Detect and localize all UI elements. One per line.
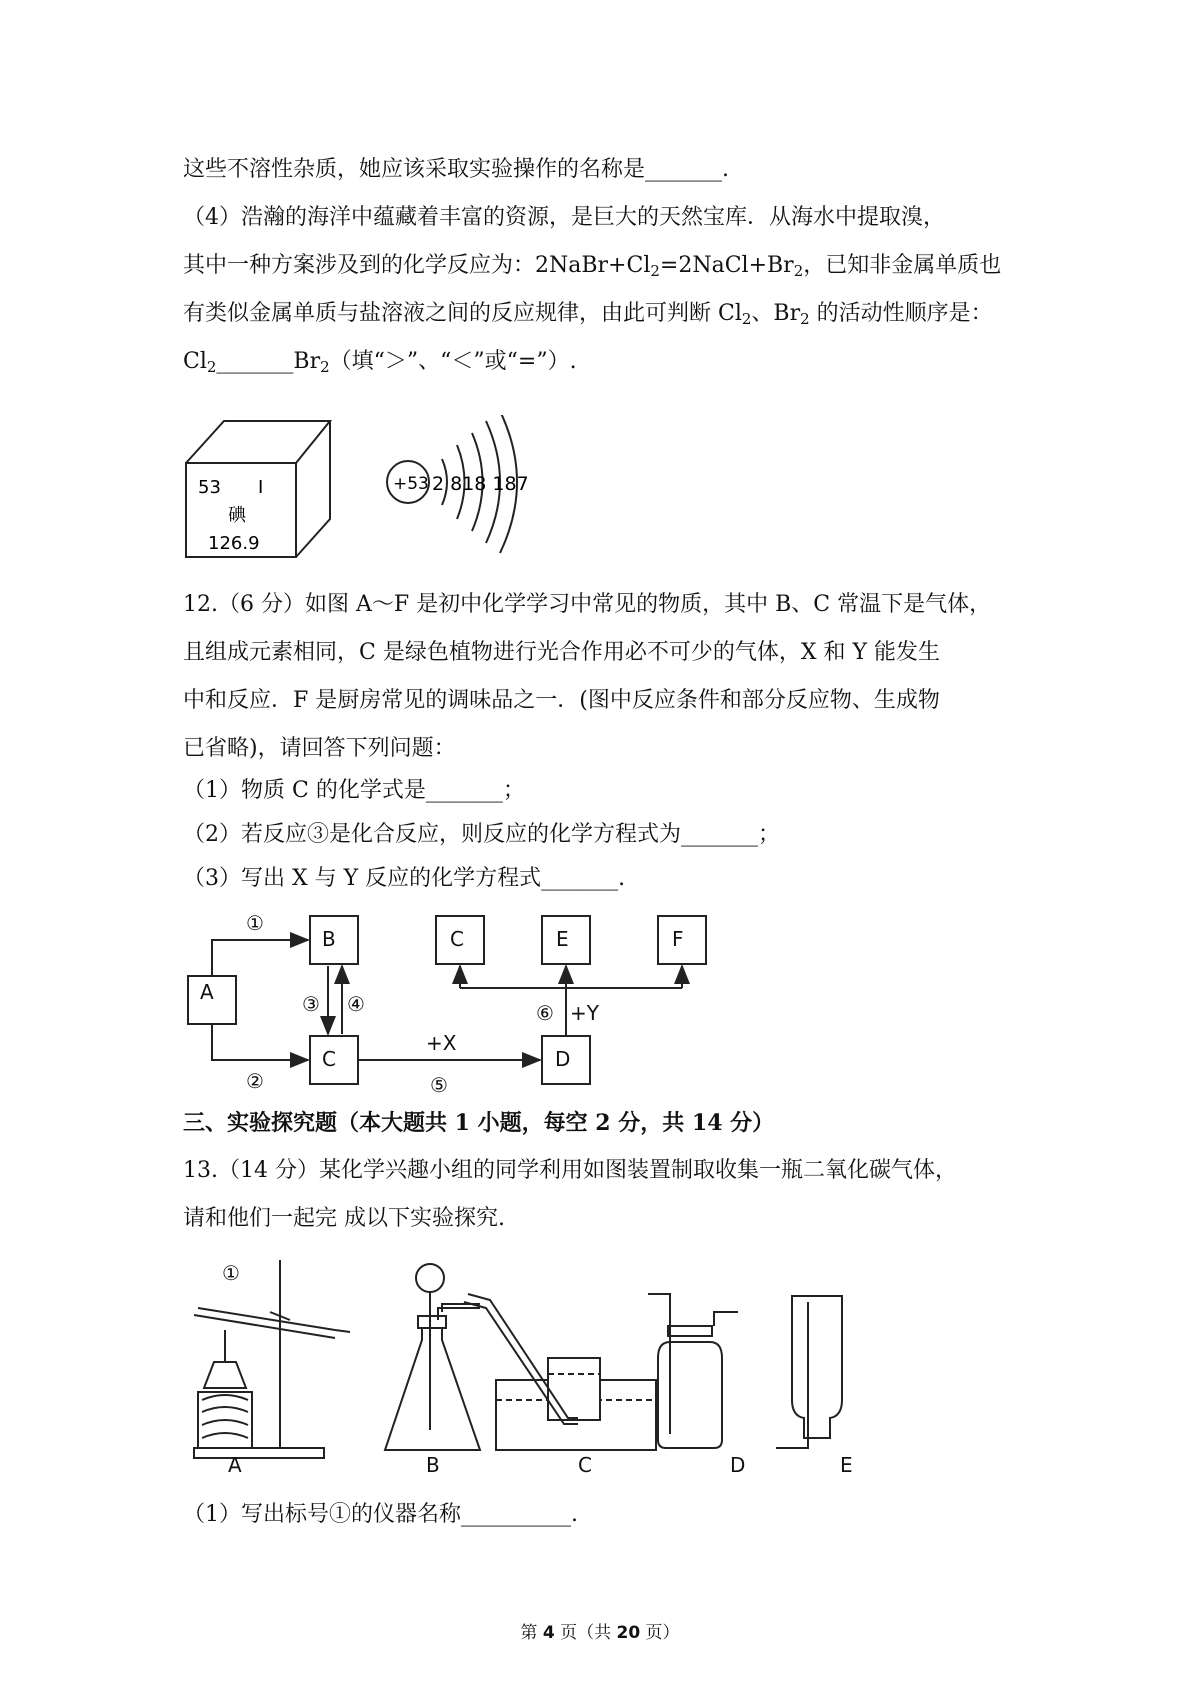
shell-electrons: 2 818 187 (432, 473, 529, 495)
apparatus-c (464, 1294, 656, 1450)
reaction-6-label: ⑥ (536, 1001, 554, 1025)
apparatus-label-d: D (730, 1453, 746, 1477)
label-d: D (555, 1047, 571, 1071)
question-13-line: 13.（14 分）某化学兴趣小组的同学利用如图装置制取收集一瓶二氧化碳气体， (183, 1158, 957, 1183)
nucleus-charge: +53 (393, 474, 429, 494)
page-footer: 第 4 页（共 20 页） (520, 1623, 680, 1643)
text-line: 已省略)，请回答下列问题： (183, 736, 456, 761)
label-b: B (322, 927, 336, 951)
text-line: 请和他们一起完 成以下实验探究. (183, 1206, 505, 1231)
reaction-flow-diagram (180, 908, 740, 1098)
apparatus-a (194, 1260, 350, 1458)
sub-question-1: （1）写出标号①的仪器名称__________. (183, 1502, 578, 1527)
text-line: 中和反应．F 是厨房常见的调味品之一．(图中反应条件和部分反应物、生成物 (183, 688, 940, 713)
instrument-mark: ① (222, 1261, 240, 1285)
reaction-4-label: ④ (347, 992, 365, 1016)
apparatus-label-e: E (840, 1453, 853, 1477)
atomic-number: 53 (198, 477, 221, 498)
label-c: C (322, 1047, 336, 1071)
plus-x-label: +X (426, 1031, 457, 1055)
reaction-1-label: ① (246, 911, 264, 935)
apparatus-b (385, 1264, 480, 1450)
apparatus-label-b: B (426, 1453, 440, 1477)
arrow-2 (212, 1024, 308, 1060)
iodine-figure (180, 415, 540, 565)
apparatus-label-a: A (228, 1453, 242, 1477)
equation-line: 其中一种方案涉及到的化学反应为：$2NaBr+Cl_2=2NaCl+Br_2$，已知非金属单质也 (183, 253, 1002, 280)
question-4-line: （4）浩瀚的海洋中蕴藏着丰富的资源，是巨大的天然宝库．从海水中提取溴， (183, 205, 945, 230)
blank-line: $Cl_2\_\_\_\_\_\_\_Br_2$（填“＞”、“＜”或“=”）. (183, 349, 577, 376)
sub-question-1: （1）物质 C 的化学式是_______； (183, 778, 525, 803)
element-name: 碘 (228, 505, 246, 526)
label-a: A (200, 980, 214, 1004)
text-line: 有类似金属单质与盐溶液之间的反应规律，由此可判断 $Cl_2$、$Br_2$ 的活动性顺序是： (183, 301, 993, 328)
reaction-3-label: ③ (302, 992, 320, 1016)
apparatus-d (648, 1294, 738, 1448)
apparatus-figure (180, 1250, 920, 1480)
text-line: 且组成元素相同，C 是绿色植物进行光合作用必不可少的气体，X 和 Y 能发生 (183, 640, 940, 665)
apparatus-e (776, 1296, 842, 1448)
section-heading: 三、实验探究题（本大题共 1 小题，每空 2 分，共 14 分） (183, 1110, 775, 1136)
atomic-mass: 126.9 (208, 533, 260, 554)
label-c-top: C (450, 927, 464, 951)
text-line: 这些不溶性杂质，她应该采取实验操作的名称是_______. (183, 157, 729, 182)
element-symbol: I (258, 477, 264, 498)
question-12-line: 12.（6 分）如图 A～F 是初中化学学习中常见的物质，其中 B、C 常温下是气体， (183, 592, 992, 617)
label-f: F (672, 927, 684, 951)
arrow-1 (212, 940, 308, 976)
sub-question-3: （3）写出 X 与 Y 反应的化学方程式_______. (183, 866, 626, 891)
plus-y-label: +Y (570, 1001, 599, 1025)
sub-question-2: （2）若反应③是化合反应，则反应的化学方程式为_______； (183, 822, 780, 847)
label-e: E (556, 927, 569, 951)
reaction-5-label: ⑤ (430, 1073, 448, 1097)
apparatus-label-c: C (578, 1453, 592, 1477)
reaction-2-label: ② (246, 1069, 264, 1093)
